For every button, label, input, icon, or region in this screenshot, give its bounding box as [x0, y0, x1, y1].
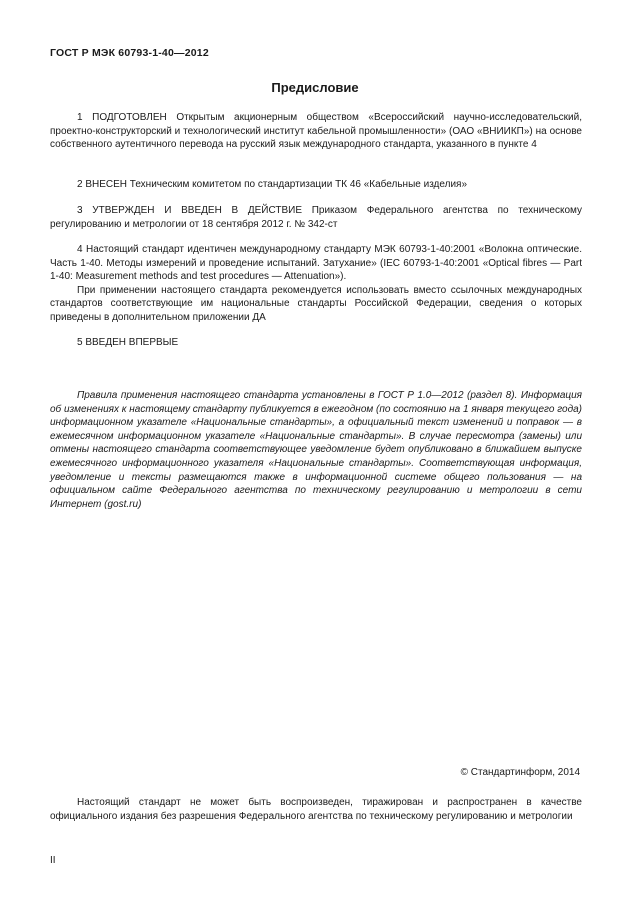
section-3-text: 3 УТВЕРЖДЕН И ВВЕДЕН В ДЕЙСТВИЕ Приказом Федерального агентства по техническому регулированию и метрологии от 18 сентября 2012 г. № 342-ст [50, 205, 582, 230]
section-4 [50, 243, 582, 325]
standard-designation: ГОСТ Р МЭК 60793-1-40—2012 [50, 47, 209, 59]
rules-note [50, 389, 582, 511]
section-3 [50, 204, 582, 231]
page-number: II [50, 855, 56, 866]
page-title: Предисловие [271, 80, 359, 95]
copyright: © Стандартинформ, 2014 [460, 767, 580, 778]
section-2-text: 2 ВНЕСЕН Техническим комитетом по стандартизации ТК 46 «Кабельные изделия» [77, 179, 468, 190]
section-1 [50, 111, 582, 152]
section-1-text: 1 ПОДГОТОВЛЕН Открытым акционерным обществом «Всероссийский научно-исследовательский, проектно-конструкторский и технологический институт кабельной промышленности» (ОАО «ВНИИКП») на основе собственного аутентичного перевода на русский язык международного стандарта, указанного в пункте 4 [50, 112, 582, 151]
section-5-text: 5 ВВЕДЕН ВПЕРВЫЕ [77, 337, 179, 348]
rules-note-text: Правила применения настоящего стандарта установлены в ГОСТ Р 1.0—2012 (раздел 8). Информация об изменениях к настоящему стандарту публикуется в ежегодном (по состоянию на 1 января текущего года) информационном указателе «Национальные стандарты», а официальный текст изменений и поправок — в ежемесячном информационном указателе «Национальные стандарты». В случае пересмотра (замены) или отмены настоящего стандарта соответствующее уведомление будет опубликовано в ближайшем выпуске ежемесячного информационного указателя «Национальные стандарты». Соответствующая информация, уведомление и тексты размещаются также в информационной системе общего пользования — на официальном сайте Федерального агентства по техническому регулированию и метрологии в сети Интернет (gost.ru) [50, 390, 582, 510]
reproduction-note-text: Настоящий стандарт не может быть воспроизведен, тиражирован и распространен в качестве официального издания без разрешения Федерального агентства по техническому регулированию и метрологии [50, 797, 582, 822]
reproduction-note [50, 796, 582, 823]
section-5 [50, 336, 582, 350]
section-4-text: 4 Настоящий стандарт идентичен международному стандарту МЭК 60793-1-40:2001 «Волокна оптические. Часть 1-40. Методы измерений и проведение испытаний. Затухание» (IEC 60793-1-40:2001 «Optical fibres — Part 1-40: Measurement methods and test procedures — Attenuation»). [50, 244, 582, 283]
section-4-note: При применении настоящего стандарта рекомендуется использовать вместо ссылочных международных стандартов соответствующие им национальные стандарты Российской Федерации, сведения о которых приведены в дополнительном приложении ДА [50, 284, 582, 323]
section-2 [50, 178, 582, 192]
